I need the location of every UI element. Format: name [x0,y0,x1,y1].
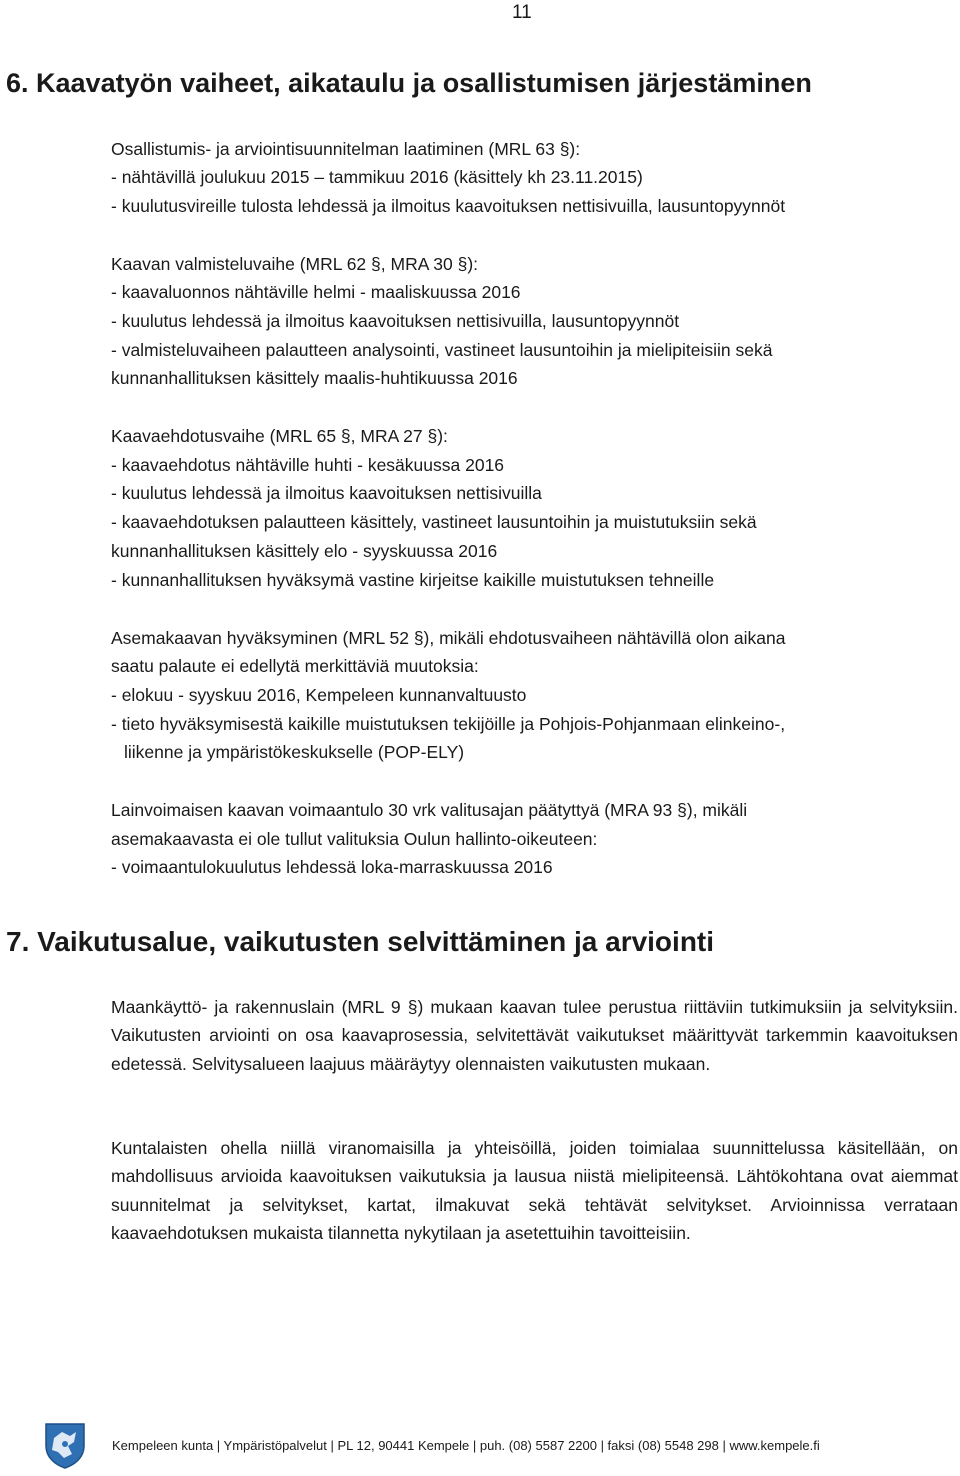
list-item-continuation: kunnanhallituksen käsittely maalis-huhtikuussa 2016 [111,368,518,388]
list-item: - kuulutusvireille tulosta lehdessä ja ilmoitus kaavoituksen nettisivuilla, lausuntopyynnöt [111,196,786,216]
list-item: - tieto hyväksymisestä kaikille muistutuksen tekijöille ja Pohjois-Pohjanmaan elinkeino-, [111,714,786,734]
list-item: - valmisteluvaiheen palautteen analysointi, vastineet lausuntoihin ja mielipiteisiin sekä [111,340,773,360]
legal-force-heading-continuation: asemakaavasta ei ole tullut valituksia Oulun hallinto-oikeuteen: [111,829,598,849]
ocs-heading: Osallistumis- ja arviointisuunnitelman laatiminen (MRL 63 §): [111,139,581,159]
section-7-paragraph-1: Maankäyttö- ja rakennuslain (MRL 9 §) mukaan kaavan tulee perustua riittäviin tutkimuksiin ja selvityksiin. Vaikutusten arviointi on osa kaavaprosessia, selvitettävät vaikutukset määrittyvät tarkemmin kaavoituksen edetessä. Selvitysalueen laajuus määräytyy olennaisten vaikutusten mukaan. [111,997,958,1074]
list-item: - kaavaehdotus nähtäville huhti - kesäkuussa 2016 [111,455,505,475]
list-item: - kuulutus lehdessä ja ilmoitus kaavoituksen nettisivuilla [111,483,542,503]
list-item: - nähtävillä joulukuu 2015 – tammikuu 2016 (käsittely kh 23.11.2015) [111,167,643,187]
list-item: - kunnanhallituksen hyväksymä vastine kirjeitse kaikille muistutuksen tehneille [111,570,715,590]
proposal-phase-heading: Kaavaehdotusvaihe (MRL 65 §, MRA 27 §): [111,426,448,446]
list-item-continuation: liikenne ja ympäristökeskukselle (POP-ELY) [124,742,465,762]
coat-of-arms-icon [40,1420,90,1470]
footer-contact: Kempeleen kunta | Ympäristöpalvelut | PL 12, 90441 Kempele | puh. (08) 5587 2200 | faksi (08) 5548 298 | www.kempele.fi [112,1438,820,1453]
section-7-paragraph-2: Kuntalaisten ohella niillä viranomaisilla ja yhteisöillä, joiden toimialaa suunnittelussa käsitellään, on mahdollisuus arvioida kaavoituksen vaikutuksia ja lausua niistä mielipiteensä. Lähtökohtana ovat aiemmat suunnitelmat ja selvitykset, kartat, ilmakuvat sekä tehtävät selvitykset. Arvioinnissa verrataan kaavaehdotuksen mukaista tilannetta nykytilaan ja asetettuihin tavoitteisiin. [111,1138,958,1243]
list-item: - kuulutus lehdessä ja ilmoitus kaavoituksen nettisivuilla, lausuntopyynnöt [111,311,680,331]
list-item: - kaavaehdotuksen palautteen käsittely, vastineet lausuntoihin ja muistutuksiin sekä [111,512,757,532]
page-number: 11 [512,2,532,23]
prep-phase-heading: Kaavan valmisteluvaihe (MRL 62 §, MRA 30 §): [111,254,479,274]
legal-force-heading: Lainvoimaisen kaavan voimaantulo 30 vrk valitusajan päätyttyä (MRA 93 §), mikäli [111,800,748,820]
approval-heading-continuation: saatu palaute ei edellytä merkittäviä muutoksia: [111,656,479,676]
section-6-heading: 6. Kaavatyön vaiheet, aikataulu ja osallistumisen järjestäminen [6,68,812,98]
section-7-heading: 7. Vaikutusalue, vaikutusten selvittäminen ja arviointi [6,926,715,957]
list-item: - voimaantulokuulutus lehdessä loka-marraskuussa 2016 [111,857,553,877]
list-item-continuation: kunnanhallituksen käsittely elo - syyskuussa 2016 [111,541,498,561]
approval-heading: Asemakaavan hyväksyminen (MRL 52 §), mikäli ehdotusvaiheen nähtävillä olon aikana [111,628,786,648]
list-item: - kaavaluonnos nähtäville helmi - maaliskuussa 2016 [111,282,521,302]
list-item: - elokuu - syyskuu 2016, Kempeleen kunnanvaltuusto [111,685,527,705]
